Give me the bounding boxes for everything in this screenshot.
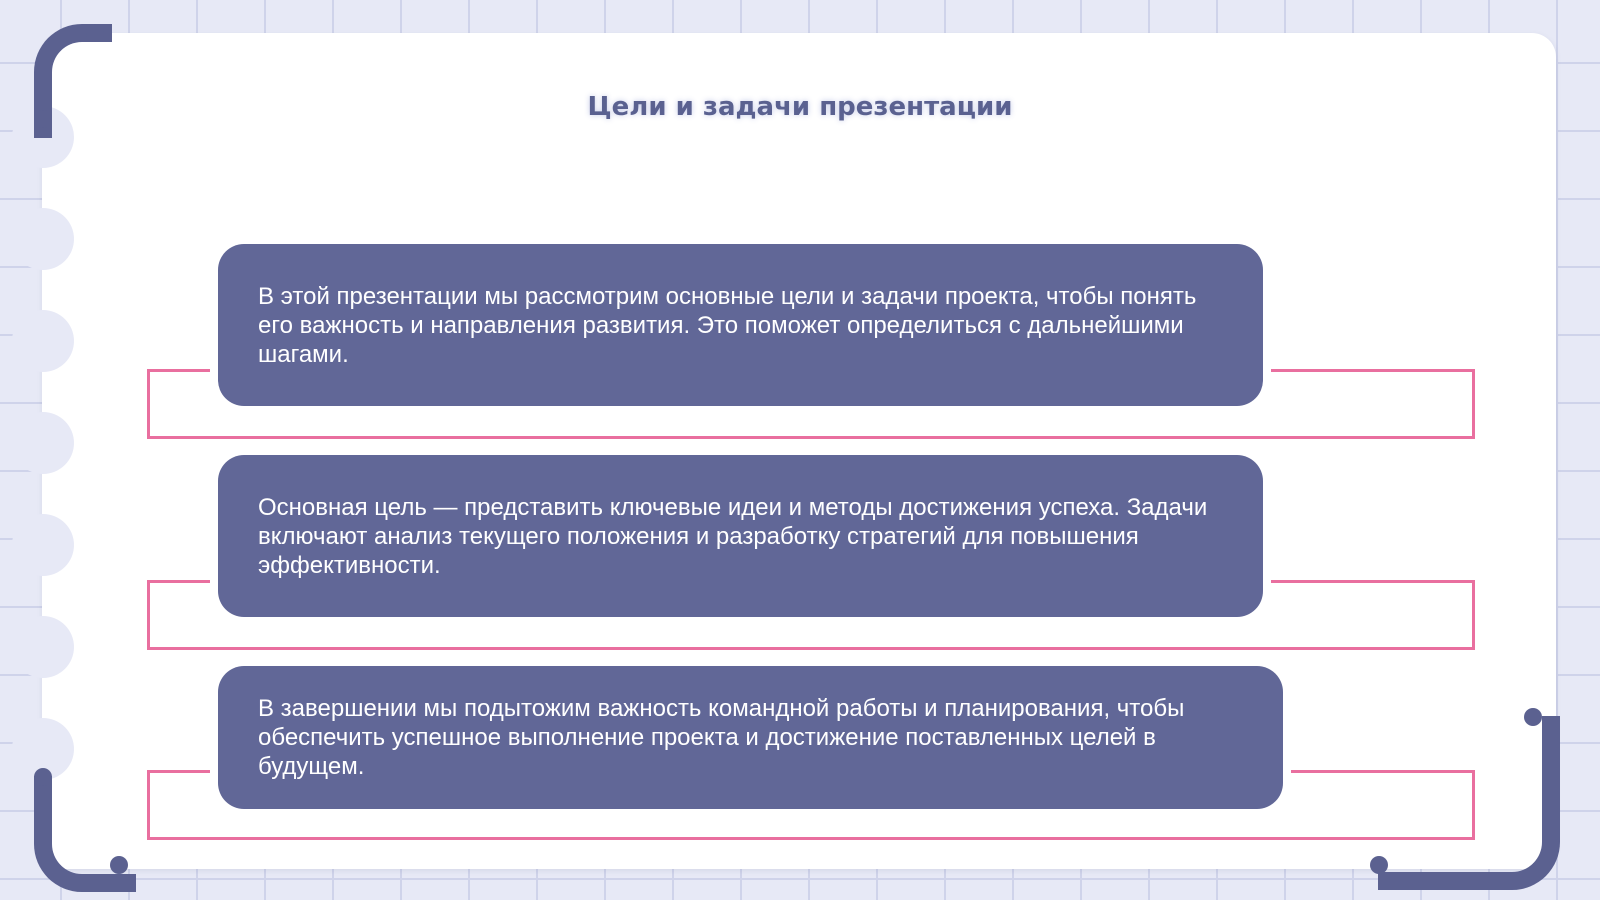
edge-notch <box>12 208 74 270</box>
bracket-cap <box>34 768 52 786</box>
edge-notch <box>12 310 74 372</box>
edge-notch <box>12 514 74 576</box>
corner-bracket-bottom-left <box>34 776 136 892</box>
text-block-label: Основная цель — представить ключевые идеи и методы достижения успеха. Задачи включают анализ текущего положения и разработку стратегий для повышения эффективности. <box>258 494 1208 579</box>
bracket-cap <box>1524 708 1542 726</box>
text-block-goal <box>218 455 1263 617</box>
bracket-cap <box>110 856 128 874</box>
text-block-intro <box>218 244 1263 406</box>
text-block-conclusion <box>218 666 1283 809</box>
edge-notch <box>12 616 74 678</box>
text-block-label: В завершении мы подытожим важность командной работы и планирования, чтобы обеспечить успешное выполнение проекта и достижение поставленных целей в будущем. <box>258 695 1185 780</box>
bracket-cap <box>1370 856 1388 874</box>
bracket-cap <box>86 24 104 42</box>
text-block-label: В этой презентации мы рассмотрим основные цели и задачи проекта, чтобы понять его важность и направления развития. Это поможет определиться с дальнейшими шагами. <box>258 283 1197 368</box>
edge-notch <box>12 412 74 474</box>
page-title: Цели и задачи презентации <box>587 92 1013 122</box>
